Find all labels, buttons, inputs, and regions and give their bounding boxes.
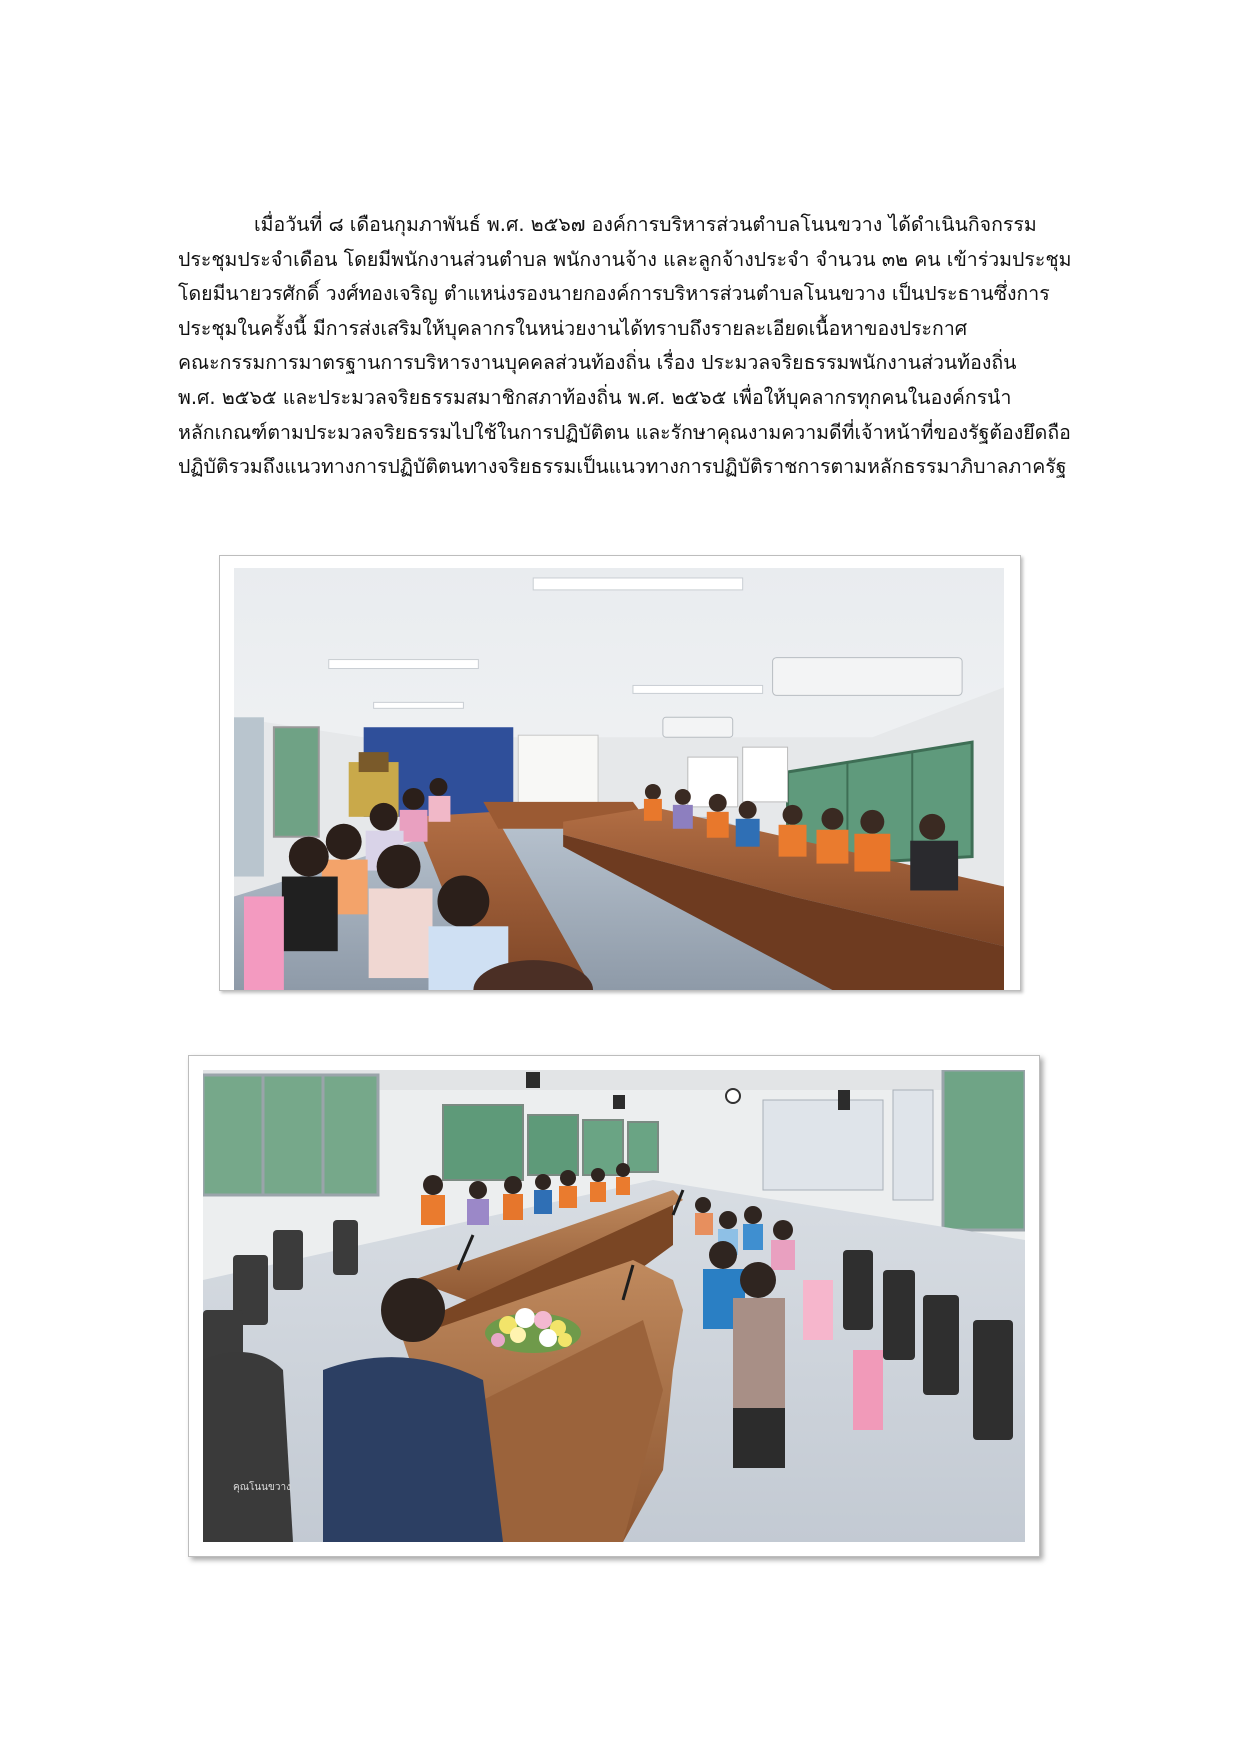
paragraph-line-2: ประชุมประจำเดือน โดยมีพนักงานส่วนตำบล พนักงานจ้าง และลูกจ้างประจำ จำนวน ๓๒ คน เข้าร่วมประชุม	[178, 247, 1072, 271]
meeting-photo-2	[188, 1055, 1040, 1557]
report-paragraph	[178, 208, 1122, 485]
paragraph-line-3: โดยมีนายวรศักดิ์ วงศ์ทองเจริญ ตำแหน่งรองนายกองค์การบริหารส่วนตำบลโนนขวาง เป็นประธานซึ่งการ	[178, 282, 1050, 306]
paragraph-line-7: หลักเกณฑ์ตามประมวลจริยธรรมไปใช้ในการปฏิบัติตน และรักษาคุณงามความดีที่เจ้าหน้าที่ของรัฐต้องยึดถือ	[178, 420, 1071, 444]
paragraph-line-5: คณะกรรมการมาตรฐานการบริหารงานบุคคลส่วนท้องถิ่น เรื่อง ประมวลจริยธรรมพนักงานส่วนท้องถิ่น	[178, 351, 1017, 375]
paragraph-line-6: พ.ศ. ๒๕๖๕ และประมวลจริยธรรมสมาชิกสภาท้องถิ่น พ.ศ. ๒๕๖๕ เพื่อให้บุคลากรทุกคนในองค์กรนำ	[178, 385, 1012, 409]
chair-plaque-text: คุณโนนขวาง	[233, 1482, 291, 1493]
paragraph-line-4: ประชุมในครั้งนี้ มีการส่งเสริมให้บุคลากรในหน่วยงานได้ทราบถึงรายละเอียดเนื้อหาของประกาศ	[178, 316, 968, 340]
meeting-photo-2-image	[203, 1070, 1025, 1542]
paragraph-line-8: ปฏิบัติรวมถึงแนวทางการปฏิบัติตนทางจริยธรรมเป็นแนวทางการปฏิบัติราชการตามหลักธรรมาภิบาลภาครัฐ	[178, 455, 1067, 479]
meeting-photo-1-image	[234, 568, 1004, 990]
meeting-photo-1	[219, 555, 1021, 991]
paragraph-line-1: เมื่อวันที่ ๘ เดือนกุมภาพันธ์ พ.ศ. ๒๕๖๗ องค์การบริหารส่วนตำบลโนนขวาง ได้ดำเนินกิจกรรม	[254, 213, 1037, 236]
